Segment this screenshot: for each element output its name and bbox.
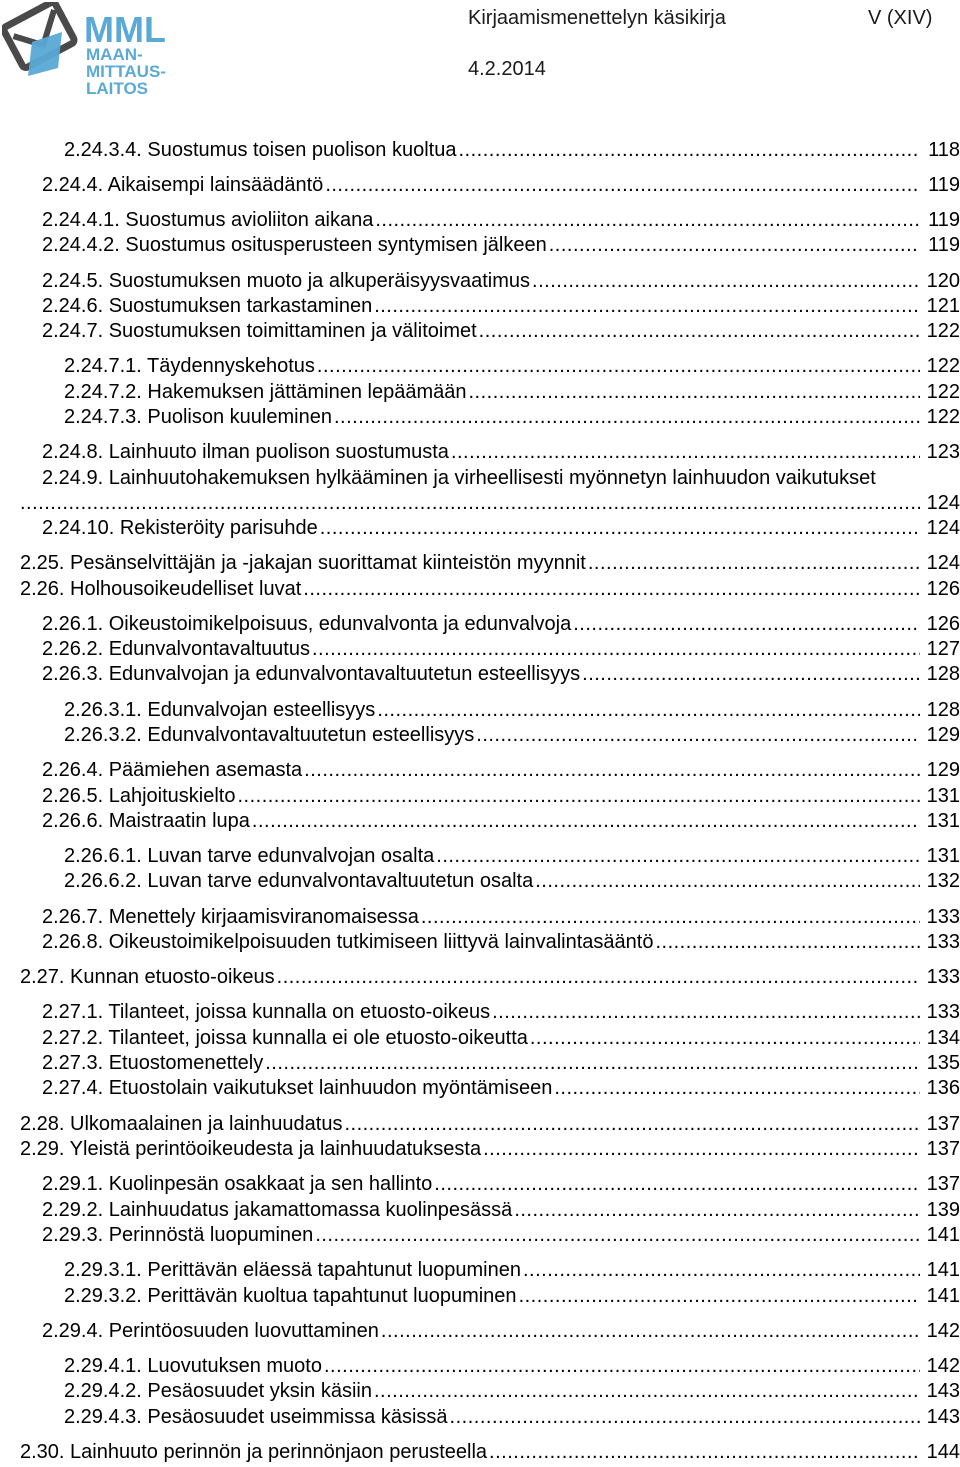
toc-entry[interactable]: [42, 294, 960, 318]
toc-entry-page: 126: [926, 578, 960, 600]
leader-dots: [549, 233, 920, 257]
toc-entry[interactable]: [42, 1223, 960, 1247]
toc-entry[interactable]: [42, 809, 960, 833]
toc-entry-label: 2.29.3.2. Perittävän kuoltua tapahtunut luopuminen: [64, 1285, 517, 1307]
toc-entry-label: 2.26.1. Oikeustoimikelpoisuus, edunvalvonta ja edunvalvoja: [42, 613, 572, 635]
toc-entry-label: 2.26.6.2. Luvan tarve edunvalvontavaltuutetun osalta: [64, 870, 534, 892]
leader-dots: [434, 1172, 920, 1196]
leader-dots: [573, 612, 920, 636]
toc-entry-label: 2.24.4.1. Suostumus avioliiton aikana: [42, 209, 374, 231]
toc-entry-page: 135: [926, 1052, 960, 1074]
leader-dots: [237, 784, 920, 808]
toc-entry-label: 2.29.1. Kuolinpesän osakkaat ja sen hallinto: [42, 1173, 433, 1195]
svg-text:LAITOS: LAITOS: [86, 79, 149, 97]
toc-entry-page: 133: [926, 1001, 960, 1023]
toc-entry-page: 129: [926, 759, 960, 781]
leader-dots: [514, 1198, 920, 1222]
toc-entry[interactable]: [64, 698, 960, 722]
leader-dots: [377, 698, 920, 722]
toc-entry-label: 2.26.3.2. Edunvalvontavaltuutetun esteellisyys: [64, 724, 475, 746]
leader-dots: [519, 1284, 920, 1308]
toc-entry-label: 2.26.7. Menettely kirjaamisviranomaisessa: [42, 906, 419, 928]
toc-entry[interactable]: [64, 405, 960, 429]
leader-dots: [468, 380, 920, 404]
toc-entry[interactable]: [20, 551, 960, 575]
toc-entry[interactable]: [42, 269, 960, 293]
toc-entry[interactable]: [20, 1440, 960, 1464]
leader-dots: [344, 1112, 920, 1136]
toc-entry-label: 2.27.1. Tilanteet, joissa kunnalla on etuosto-oikeus: [42, 1001, 491, 1023]
toc-entry-page: 134: [926, 1027, 960, 1049]
document-title: Kirjaamismenettelyn käsikirja: [468, 7, 726, 29]
toc-entry-label: 2.24.3.4. Suostumus toisen puolison kuoltua: [64, 139, 457, 161]
toc-entry[interactable]: [64, 1379, 960, 1403]
toc-entry-page: 124: [926, 517, 960, 539]
toc-entry[interactable]: [64, 1354, 960, 1378]
toc-entry-page: 123: [926, 441, 960, 463]
svg-text:MAAN-: MAAN-: [86, 45, 143, 64]
toc-entry-page: 120: [926, 270, 960, 292]
toc-entry-page: 128: [926, 663, 960, 685]
leader-dots: [421, 905, 920, 929]
toc-entry-continuation: [20, 491, 960, 515]
toc-entry[interactable]: [64, 354, 960, 378]
toc-entry-label: 2.27.2. Tilanteet, joissa kunnalla ei ole etuosto-oikeutta: [42, 1027, 528, 1049]
toc-entry[interactable]: [20, 965, 960, 989]
leader-dots: [374, 1379, 920, 1403]
toc-entry[interactable]: [64, 723, 960, 747]
toc-entry-label: 2.24.4.2. Suostumus ositusperusteen syntymisen jälkeen: [42, 234, 547, 256]
toc-entry-page: 142: [926, 1355, 960, 1377]
leader-dots: [489, 1440, 920, 1464]
toc-entry[interactable]: [64, 844, 960, 868]
toc-entry[interactable]: [42, 784, 960, 808]
toc-entry[interactable]: [42, 758, 960, 782]
toc-entry-label: 2.29.3.1. Perittävän eläessä tapahtunut luopuminen: [64, 1259, 521, 1281]
leader-dots: [334, 405, 920, 429]
toc-entry-label: 2.24.6. Suostumuksen tarkastaminen: [42, 295, 373, 317]
toc-entry[interactable]: [42, 1319, 960, 1343]
toc-entry-page: 139: [926, 1199, 960, 1221]
toc-entry-label: 2.27.3. Etuostomenettely: [42, 1052, 264, 1074]
toc-entry[interactable]: [42, 440, 960, 464]
toc-entry-page: 143: [926, 1380, 960, 1402]
toc-entry-page: 128: [926, 699, 960, 721]
toc-entry-label: 2.25. Pesänselvittäjän ja -jakajan suorittamat kiinteistön myynnit: [20, 552, 586, 574]
toc-entry[interactable]: [42, 612, 960, 636]
toc-entry[interactable]: [42, 1026, 960, 1050]
toc-entry[interactable]: [20, 1137, 960, 1161]
toc-entry[interactable]: [20, 577, 960, 601]
leader-dots: [479, 319, 920, 343]
leader-dots: [655, 930, 920, 954]
toc-entry-label: 2.24.10. Rekisteröity parisuhde: [42, 517, 318, 539]
toc-entry-page: 143: [926, 1406, 960, 1428]
toc-entry-page: 122: [926, 406, 960, 428]
leader-dots: [492, 1000, 920, 1024]
toc-entry[interactable]: [42, 173, 960, 197]
toc-entry-page: 126: [926, 613, 960, 635]
leader-dots: [476, 723, 920, 747]
toc-entry-label: 2.26. Holhousoikeudelliset luvat: [20, 578, 302, 600]
toc-entry-label: 2.24.7.3. Puolison kuuleminen: [64, 406, 332, 428]
leader-dots: [304, 758, 920, 782]
toc-entry[interactable]: [42, 662, 960, 686]
toc-entry-label: 2.30. Lainhuuto perinnön ja perinnönjaon perusteella: [20, 1441, 488, 1463]
toc-entry-label: 2.29.4. Perintöosuuden luovuttaminen: [42, 1320, 379, 1342]
toc-entry[interactable]: [64, 1405, 960, 1429]
leader-dots: [265, 1051, 920, 1075]
toc-entry-label: 2.29. Yleistä perintöoikeudesta ja lainhuudatuksesta: [20, 1138, 482, 1160]
toc-entry-page: 131: [926, 845, 960, 867]
toc-entry[interactable]: [42, 1051, 960, 1075]
toc-entry-label: 2.24.7.2. Hakemuksen jättäminen lepäämään: [64, 381, 467, 403]
toc-entry-page: 118: [928, 139, 960, 161]
toc-entry-page: 133: [926, 966, 960, 988]
toc-entry-label: 2.26.5. Lahjoituskielto: [42, 785, 236, 807]
toc-entry-label: 2.26.2. Edunvalvontavaltuutus: [42, 638, 310, 660]
mml-logo: [2, 2, 182, 97]
toc-entry-page: 122: [926, 381, 960, 403]
toc-entry[interactable]: [64, 380, 960, 404]
leader-dots: [458, 138, 920, 162]
toc-entry-page: 144: [926, 1441, 960, 1463]
toc-entry-page: 119: [928, 234, 960, 256]
toc-entry[interactable]: [42, 1076, 960, 1100]
toc-entry[interactable]: [42, 1000, 960, 1024]
leader-dots: [315, 1223, 920, 1247]
leader-dots: [436, 844, 920, 868]
leader-dots: [451, 440, 920, 464]
toc-entry-page: 127: [926, 638, 960, 660]
toc-entry-page: 119: [928, 209, 960, 231]
toc-entry[interactable]: [42, 637, 960, 661]
leader-dots: [532, 269, 920, 293]
toc-entry-label: 2.28. Ulkomaalainen ja lainhuudatus: [20, 1113, 343, 1135]
leader-dots: [381, 1319, 920, 1343]
leader-dots: [277, 965, 920, 989]
toc-entry[interactable]: [42, 930, 960, 954]
svg-text:MITTAUS-: MITTAUS-: [86, 62, 166, 81]
toc-entry-label: 2.26.8. Oikeustoimikelpoisuuden tutkimiseen liittyvä lainvalintasääntö: [42, 931, 654, 953]
toc-entry-page: 121: [926, 295, 960, 317]
toc-entry[interactable]: [64, 869, 960, 893]
leader-dots: [374, 294, 920, 318]
toc-entry[interactable]: [42, 516, 960, 540]
toc-entry-page: 137: [926, 1173, 960, 1195]
toc-entry-page: 131: [926, 810, 960, 832]
leader-dots: [450, 1405, 920, 1429]
leader-dots: [582, 662, 920, 686]
leader-dots: [325, 173, 920, 197]
toc-entry[interactable]: [20, 1112, 960, 1136]
document-version: V (XIV): [868, 7, 933, 29]
toc-entry[interactable]: [42, 319, 960, 343]
toc-entry-label: 2.24.7.1. Täydennyskehotus: [64, 355, 315, 377]
toc-entry-page: 141: [926, 1259, 960, 1281]
toc-entry-label: 2.24.9. Lainhuutohakemuksen hylkääminen ja virheellisesti myönnetyn lainhuudon vaikutukset: [42, 467, 876, 489]
toc-entry-label: 2.29.4.2. Pesäosuudet yksin käsiin: [64, 1380, 372, 1402]
toc-entry-page: 122: [926, 320, 960, 342]
toc-entry[interactable]: [42, 1198, 960, 1222]
toc-entry[interactable]: [64, 1284, 960, 1308]
toc-entry-label: 2.26.3. Edunvalvojan ja edunvalvontavaltuutetun esteellisyys: [42, 663, 581, 685]
toc-entry-page: 119: [928, 174, 960, 196]
leader-dots: [20, 491, 920, 515]
toc-entry-label: 2.26.3.1. Edunvalvojan esteellisyys: [64, 699, 376, 721]
toc-entry-page: 141: [926, 1224, 960, 1246]
toc-entry-page: 124: [926, 552, 960, 574]
leader-dots: [303, 577, 920, 601]
toc-entry-page: 133: [926, 906, 960, 928]
toc-entry[interactable]: [42, 466, 960, 490]
leader-dots: [317, 354, 920, 378]
toc-entry-label: 2.26.4. Päämiehen asemasta: [42, 759, 303, 781]
toc-entry-page: 122: [926, 355, 960, 377]
toc-entry-label: 2.27. Kunnan etuosto-oikeus: [20, 966, 275, 988]
toc-entry-page: 137: [926, 1113, 960, 1135]
leader-dots: [320, 516, 920, 540]
toc-entry-label: 2.24.8. Lainhuuto ilman puolison suostumusta: [42, 441, 449, 463]
toc-entry[interactable]: [42, 905, 960, 929]
toc-entry-page: 124: [926, 492, 960, 514]
toc-entry[interactable]: [42, 1172, 960, 1196]
toc-entry-page: 131: [926, 785, 960, 807]
envelope-logo-icon: [3, 2, 76, 76]
toc-entry[interactable]: [64, 1258, 960, 1282]
document-date: 4.2.2014: [468, 58, 546, 80]
leader-dots: [324, 1354, 920, 1378]
toc-entry-page: 133: [926, 931, 960, 953]
toc-entry-page: 142: [926, 1320, 960, 1342]
toc-entry-page: 137: [926, 1138, 960, 1160]
leader-dots: [252, 809, 920, 833]
toc-entry-label: 2.24.5. Suostumuksen muoto ja alkuperäisyysvaatimus: [42, 270, 531, 292]
leader-dots: [588, 551, 920, 575]
svg-text:MML: MML: [84, 9, 166, 50]
toc-entry-page: 136: [926, 1077, 960, 1099]
toc-entry[interactable]: [64, 138, 960, 162]
toc-entry[interactable]: [42, 208, 960, 232]
toc-entry-label: 2.24.4. Aikaisempi lainsäädäntö: [42, 174, 324, 196]
toc-entry-label: 2.29.2. Lainhuudatus jakamattomassa kuolinpesässä: [42, 1199, 513, 1221]
toc-entry-label: 2.29.4.1. Luovutuksen muoto: [64, 1355, 322, 1377]
toc-entry-label: 2.29.4.3. Pesäosuudet useimmissa käsissä: [64, 1406, 448, 1428]
toc-entry-page: 129: [926, 724, 960, 746]
toc-entry[interactable]: [42, 233, 960, 257]
toc-entry-label: 2.24.7. Suostumuksen toimittaminen ja välitoimet: [42, 320, 477, 342]
leader-dots: [530, 1026, 920, 1050]
leader-dots: [523, 1258, 920, 1282]
toc-entry-label: 2.27.4. Etuostolain vaikutukset lainhuudon myöntämiseen: [42, 1077, 553, 1099]
leader-dots: [535, 869, 920, 893]
leader-dots: [312, 637, 920, 661]
leader-dots: [483, 1137, 920, 1161]
leader-dots: [375, 208, 920, 232]
toc-entry-label: 2.29.3. Perinnöstä luopuminen: [42, 1224, 314, 1246]
toc-entry-label: 2.26.6. Maistraatin lupa: [42, 810, 250, 832]
leader-dots: [554, 1076, 920, 1100]
toc-entry-page: 141: [926, 1285, 960, 1307]
toc-entry-page: 132: [926, 870, 960, 892]
toc-entry-label: 2.26.6.1. Luvan tarve edunvalvojan osalta: [64, 845, 435, 867]
